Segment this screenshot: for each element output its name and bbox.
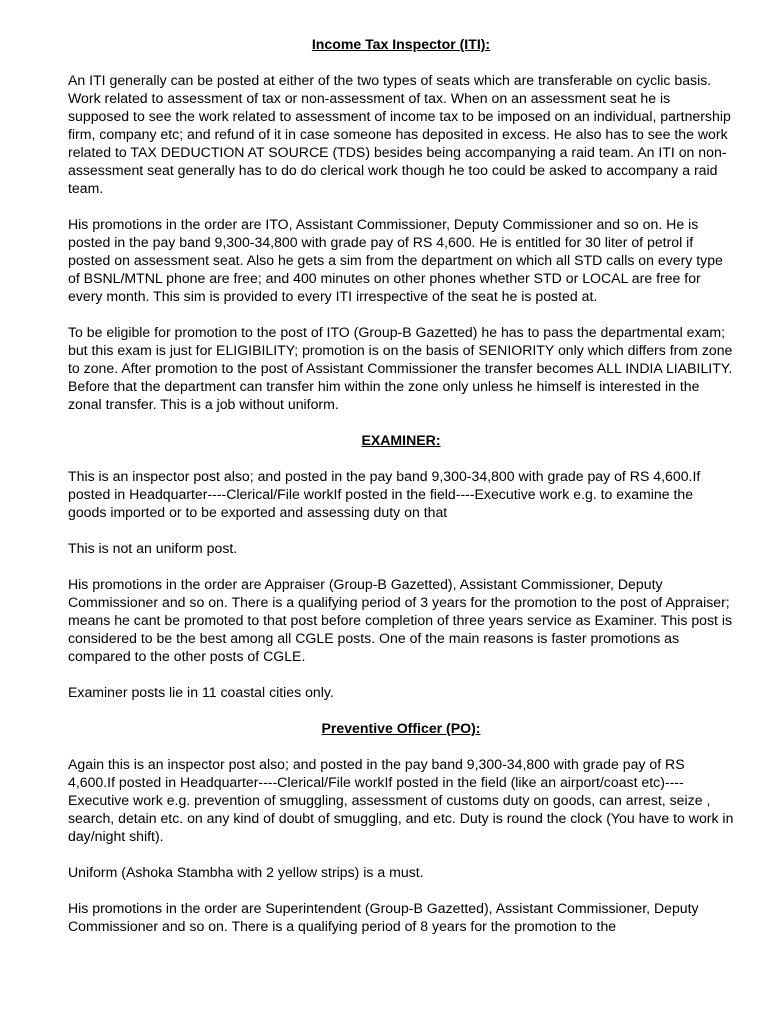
iti-paragraph-3: To be eligible for promotion to the post of ITO (Group-B Gazetted) he has to pass the departmental exam; but this exam is just for ELIGIBILITY; promotion is on the basis of SENIORITY only which differs from zone to zone. After promotion to the post of Assistant Commissioner the transfer becomes ALL INDIA LIABILITY. Before that the department can transfer him within the zone only unless he himself is interested in the zonal transfer. This is a job without uniform. (68, 324, 733, 412)
po-paragraph-2: Uniform (Ashoka Stambha with 2 yellow strips) is a must. (68, 864, 424, 880)
iti-paragraph-1: An ITI generally can be posted at either of the two types of seats which are transferable on cyclic basis. Work related to assessment of tax or non-assessment of tax. When on an assessment seat he is supposed to see the work related to assessment of income tax to be imposed on an individual, partnership firm, company etc; and refund of it in case someone has deposited in excess. He also has to see the work related to TAX DEDUCTION AT SOURCE (TDS) besides being accompanying a raid team. An ITI on non-assessment seat generally has to do do clerical work though he too could be asked to accompany a raid team. (68, 72, 731, 196)
examiner-paragraph-4: Examiner posts lie in 11 coastal cities only. (68, 684, 334, 700)
section-heading-po: Preventive Officer (PO): (321, 720, 481, 736)
po-paragraph-3: His promotions in the order are Superintendent (Group-B Gazetted), Assistant Commissioner, Deputy Commissioner and so on. There is a qualifying period of 8 years for the promotion to the (68, 900, 699, 934)
section-heading-examiner: EXAMINER: (361, 432, 441, 448)
iti-paragraph-2: His promotions in the order are ITO, Assistant Commissioner, Deputy Commissioner and so on. He is posted in the pay band 9,300-34,800 with grade pay of RS 4,600. He is entitled for 30 liter of petrol if posted on assessment seat. Also he gets a sim from the department on which all STD calls on every type of BSNL/MTNL phone are free; and 400 minutes on other phones whether STD or LOCAL are free for every month. This sim is provided to every ITI irrespective of the seat he is posted at. (68, 216, 723, 304)
examiner-paragraph-1: This is an inspector post also; and posted in the pay band 9,300-34,800 with grade pay of RS 4,600.If posted in Headquarter----Clerical/File workIf posted in the field----Executive work e.g. to examine the goods imported or to be exported and assessing duty on that (68, 468, 701, 520)
document-page (68, 35, 734, 935)
examiner-paragraph-3: His promotions in the order are Appraiser (Group-B Gazetted), Assistant Commissioner, Deputy Commissioner and so on. There is a qualifying period of 3 years for the promotion to the post of Appraiser; means he cant be promoted to that post before completion of three years service as Examiner. This post is considered to be the best among all CGLE posts. One of the main reasons is faster promotions as compared to the other posts of CGLE. (68, 576, 733, 664)
section-heading-iti: Income Tax Inspector (ITI): (311, 36, 491, 52)
examiner-paragraph-2: This is not an uniform post. (68, 540, 238, 556)
po-paragraph-1: Again this is an inspector post also; and posted in the pay band 9,300-34,800 with grade pay of RS 4,600.If posted in Headquarter----Clerical/File workIf posted in the field (like an airport/coast etc)---- Executive work e.g. prevention of smuggling, assessment of customs duty on goods, can arrest, seize , search, detain etc. on any kind of doubt of smuggling, and etc. Duty is round the clock (You have to work in day/night shift). (68, 756, 734, 844)
